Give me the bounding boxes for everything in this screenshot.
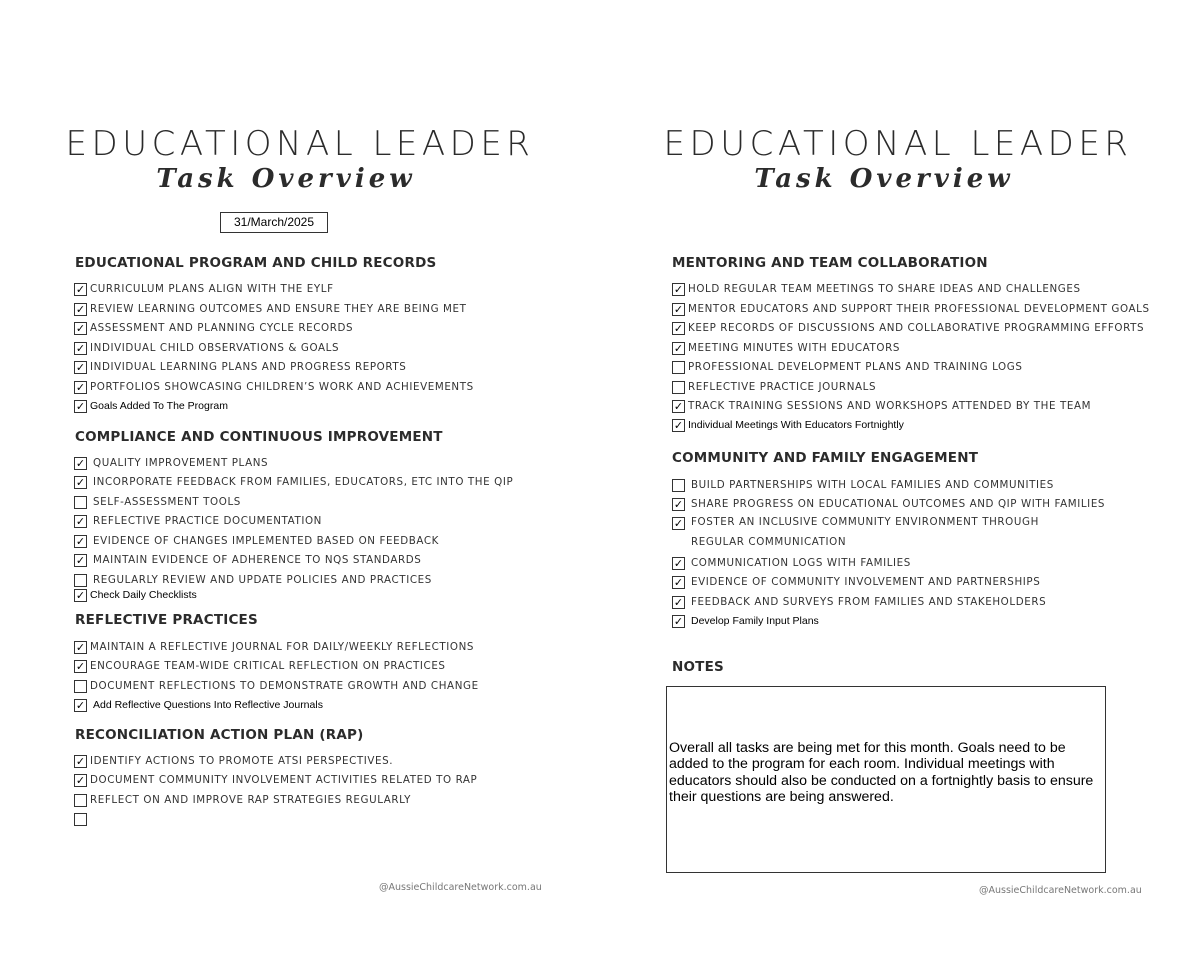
checkbox-checked[interactable]: ✓ (75, 342, 86, 355)
checkbox-checked[interactable]: ✓ (673, 342, 684, 355)
checkbox-checked[interactable]: ✓ (75, 774, 86, 787)
checkbox-unchecked[interactable] (74, 794, 87, 807)
checkbox-checked[interactable]: ✓ (673, 596, 684, 609)
checkbox-checked[interactable]: ✓ (673, 303, 684, 316)
checkbox-checked[interactable]: ✓ (673, 498, 684, 511)
item-label: REFLECT ON AND IMPROVE RAP STRATEGIES REGULARLY (90, 794, 412, 806)
checkbox-checked[interactable]: ✓ (75, 476, 86, 489)
checkbox-checked[interactable]: ✓ (75, 755, 86, 768)
item-input[interactable]: Individual Meetings With Educators Fortnightly (688, 419, 904, 431)
date-field[interactable]: 31/March/2025 (220, 212, 328, 233)
item-label: SELF-ASSESSMENT TOOLS (93, 496, 241, 508)
checkbox-unchecked[interactable] (74, 813, 87, 826)
checkbox-checked[interactable]: ✓ (75, 589, 86, 602)
page-subtitle: Task Overview (754, 164, 1014, 194)
item-input[interactable]: Goals Added To The Program (90, 400, 228, 412)
checkbox-checked[interactable]: ✓ (75, 381, 86, 394)
notes-text: Overall all tasks are being met for this month. Goals need to be added to the program for each room. Individual meetings with educators should also be conducted on a fortnightly basis to ensure their questions are being answered. (669, 740, 1094, 806)
item-label: ASSESSMENT AND PLANNING CYCLE RECORDS (90, 322, 354, 334)
item-label: REVIEW LEARNING OUTCOMES AND ENSURE THEY ARE BEING MET (90, 303, 467, 315)
item-label: ENCOURAGE TEAM-WIDE CRITICAL REFLECTION ON PRACTICES (90, 660, 446, 672)
item-label: MAINTAIN A REFLECTIVE JOURNAL FOR DAILY/WEEKLY REFLECTIONS (90, 641, 475, 653)
checkbox-checked[interactable]: ✓ (75, 515, 86, 528)
item-label: PROFESSIONAL DEVELOPMENT PLANS AND TRAINING LOGS (688, 361, 1023, 373)
item-input[interactable]: Develop Family Input Plans (691, 615, 819, 627)
item-label: IDENTIFY ACTIONS TO PROMOTE ATSI PERSPECTIVES. (90, 755, 394, 767)
checkbox-checked[interactable]: ✓ (75, 535, 86, 548)
item-label: REGULARLY REVIEW AND UPDATE POLICIES AND PRACTICES (93, 574, 432, 586)
checkbox-unchecked[interactable] (74, 574, 87, 587)
item-label: SHARE PROGRESS ON EDUCATIONAL OUTCOMES AND QIP WITH FAMILIES (691, 498, 1106, 510)
item-input[interactable]: Add Reflective Questions Into Reflective Journals (93, 699, 323, 711)
checkbox-checked[interactable]: ✓ (673, 400, 684, 413)
checkbox-unchecked[interactable] (672, 381, 685, 394)
checkbox-unchecked[interactable] (672, 361, 685, 374)
section-heading-educational-program: EDUCATIONAL PROGRAM AND CHILD RECORDS (75, 255, 437, 271)
checkbox-checked[interactable]: ✓ (673, 615, 684, 628)
checkbox-checked[interactable]: ✓ (673, 419, 684, 432)
item-label: CURRICULUM PLANS ALIGN WITH THE EYLF (90, 283, 334, 295)
checkbox-checked[interactable]: ✓ (75, 322, 86, 335)
item-label: BUILD PARTNERSHIPS WITH LOCAL FAMILIES AND COMMUNITIES (691, 479, 1054, 491)
item-input[interactable]: Check Daily Checklists (90, 589, 197, 601)
checkbox-unchecked[interactable] (672, 479, 685, 492)
footer-credit: @AussieChildcareNetwork.com.au (979, 885, 1142, 896)
item-label: EVIDENCE OF CHANGES IMPLEMENTED BASED ON FEEDBACK (93, 535, 439, 547)
section-heading-reflective-practices: REFLECTIVE PRACTICES (75, 612, 258, 628)
item-label: QUALITY IMPROVEMENT PLANS (93, 457, 269, 469)
item-label: HOLD REGULAR TEAM MEETINGS TO SHARE IDEAS AND CHALLENGES (688, 283, 1081, 295)
item-label: COMMUNICATION LOGS WITH FAMILIES (691, 557, 911, 569)
section-heading-rap: RECONCILIATION ACTION PLAN (RAP) (75, 727, 364, 743)
checkbox-checked[interactable]: ✓ (75, 400, 86, 413)
item-label: REFLECTIVE PRACTICE DOCUMENTATION (93, 515, 322, 527)
checkbox-checked[interactable]: ✓ (673, 283, 684, 296)
item-label: MEETING MINUTES WITH EDUCATORS (688, 342, 900, 354)
item-label: MAINTAIN EVIDENCE OF ADHERENCE TO NQS STANDARDS (93, 554, 422, 566)
right-page (598, 0, 1198, 972)
item-label: INCORPORATE FEEDBACK FROM FAMILIES, EDUCATORS, ETC INTO THE QIP (93, 476, 514, 488)
item-label: REFLECTIVE PRACTICE JOURNALS (688, 381, 877, 393)
section-heading-compliance: COMPLIANCE AND CONTINUOUS IMPROVEMENT (75, 429, 443, 445)
checkbox-checked[interactable]: ✓ (75, 641, 86, 654)
item-label: DOCUMENT REFLECTIONS TO DEMONSTRATE GROWTH AND CHANGE (90, 680, 479, 692)
item-label: EVIDENCE OF COMMUNITY INVOLVEMENT AND PARTNERSHIPS (691, 576, 1041, 588)
page-title: EDUCATIONAL LEADER (65, 124, 535, 164)
item-label: PORTFOLIOS SHOWCASING CHILDREN’S WORK AND ACHIEVEMENTS (90, 381, 474, 393)
checkbox-checked[interactable]: ✓ (673, 576, 684, 589)
page-title: EDUCATIONAL LEADER (663, 124, 1133, 164)
item-label: FOSTER AN INCLUSIVE COMMUNITY ENVIRONMENT THROUGH REGULAR COMMUNICATION (691, 516, 1039, 548)
checkbox-checked[interactable]: ✓ (75, 699, 86, 712)
item-label: DOCUMENT COMMUNITY INVOLVEMENT ACTIVITIES RELATED TO RAP (90, 774, 478, 786)
item-label: TRACK TRAINING SESSIONS AND WORKSHOPS ATTENDED BY THE TEAM (688, 400, 1092, 412)
notes-textarea[interactable] (666, 686, 1106, 873)
checkbox-checked[interactable]: ✓ (75, 660, 86, 673)
item-label: MENTOR EDUCATORS AND SUPPORT THEIR PROFESSIONAL DEVELOPMENT GOALS (688, 303, 1150, 315)
checkbox-unchecked[interactable] (74, 680, 87, 693)
checkbox-checked[interactable]: ✓ (75, 457, 86, 470)
item-label: KEEP RECORDS OF DISCUSSIONS AND COLLABORATIVE PROGRAMMING EFFORTS (688, 322, 1145, 334)
item-label: INDIVIDUAL CHILD OBSERVATIONS & GOALS (90, 342, 340, 354)
checkbox-checked[interactable]: ✓ (673, 557, 684, 570)
checkbox-checked[interactable]: ✓ (673, 517, 684, 530)
footer-credit: @AussieChildcareNetwork.com.au (379, 882, 542, 893)
notes-heading: NOTES (672, 659, 724, 675)
checkbox-unchecked[interactable] (74, 496, 87, 509)
section-heading-community: COMMUNITY AND FAMILY ENGAGEMENT (672, 450, 979, 466)
section-heading-mentoring: MENTORING AND TEAM COLLABORATION (672, 255, 988, 271)
item-label: FEEDBACK AND SURVEYS FROM FAMILIES AND STAKEHOLDERS (691, 596, 1047, 608)
checkbox-checked[interactable]: ✓ (673, 322, 684, 335)
checkbox-checked[interactable]: ✓ (75, 554, 86, 567)
checkbox-checked[interactable]: ✓ (75, 303, 86, 316)
checkbox-checked[interactable]: ✓ (75, 283, 86, 296)
item-label: INDIVIDUAL LEARNING PLANS AND PROGRESS REPORTS (90, 361, 407, 373)
page-subtitle: Task Overview (156, 164, 416, 194)
checkbox-checked[interactable]: ✓ (75, 361, 86, 374)
